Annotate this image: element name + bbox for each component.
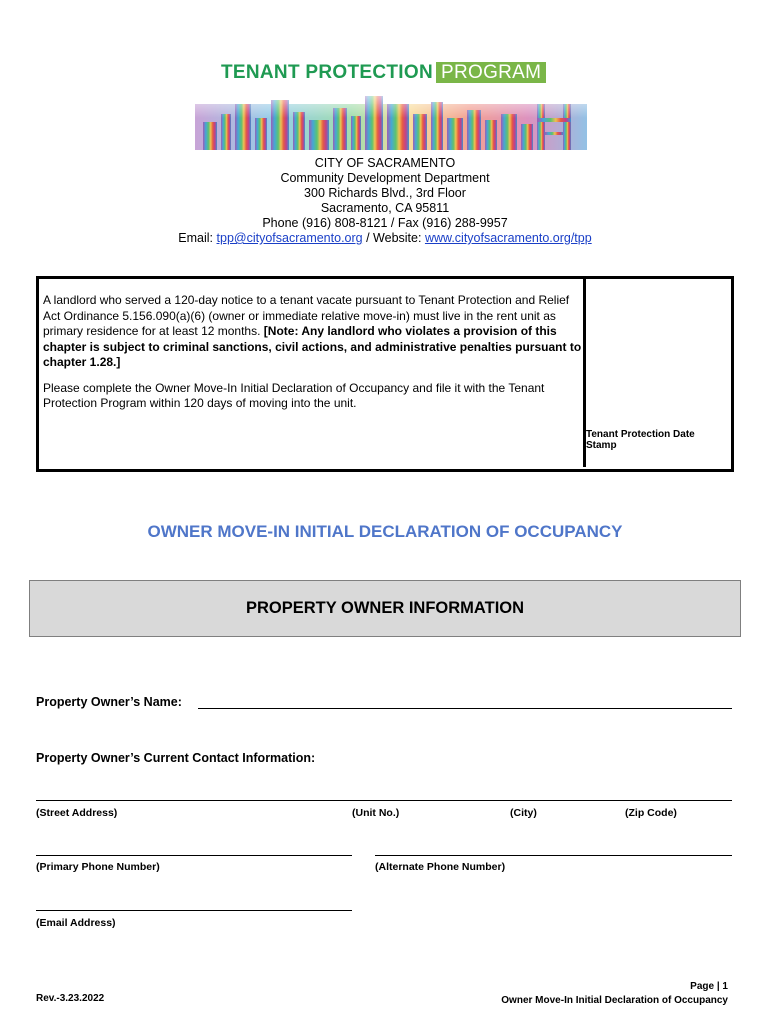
- primary-phone-field[interactable]: [36, 855, 352, 856]
- city-label: (City): [510, 807, 537, 819]
- street-address: 300 Richards Blvd., 3rd Floor: [304, 186, 466, 200]
- unit-number-label: (Unit No.): [352, 807, 400, 819]
- notice-box: [36, 276, 734, 472]
- website-link[interactable]: www.cityofsacramento.org/tpp: [424, 231, 592, 245]
- date-stamp-label: Tenant Protection Date Stamp: [586, 429, 695, 451]
- owner-name-field[interactable]: [198, 708, 732, 709]
- street-address-label: (Street Address): [36, 807, 118, 819]
- city-name: CITY OF SACRAMENTO: [314, 156, 456, 170]
- alternate-phone-label: (Alternate Phone Number): [375, 861, 506, 873]
- notice-intro: A landlord who served a 120-day notice to a tenant vacate pursuant to Tenant Protection and Relief Act Ordinance 5.156.090(a)(6) (owner or immediate relative move-in) must live in the rent unit as primary residence for at least 12 months.: [43, 293, 570, 338]
- department-name: Community Development Department: [280, 171, 490, 185]
- street-address-field[interactable]: [36, 800, 732, 801]
- revision-date: Rev.-3.23.2022: [36, 993, 105, 1004]
- page-number: Page | 1: [690, 981, 728, 992]
- section-header: [29, 580, 741, 637]
- notice-paragraph-1: [43, 293, 583, 371]
- primary-phone-label: (Primary Phone Number): [36, 861, 160, 873]
- notice-text: [43, 293, 583, 422]
- email-link[interactable]: tpp@cityofsacramento.org: [216, 231, 363, 245]
- section-title: PROPERTY OWNER INFORMATION: [245, 599, 525, 617]
- email-address-field[interactable]: [36, 910, 352, 911]
- footer-right: [501, 980, 728, 1008]
- email-label: Email:: [178, 231, 214, 245]
- form-title: OWNER MOVE-IN INITIAL DECLARATION OF OCCUPANCY: [147, 522, 623, 541]
- notice-instruction: Please complete the Owner Move-In Initial Declaration of Occupancy and file it with the Tenant Protection Program within 120 days of moving into the unit.: [43, 380, 545, 410]
- alternate-phone-field[interactable]: [375, 855, 732, 856]
- program-logo: [195, 60, 587, 150]
- logo-title-part2: PROGRAM: [436, 62, 546, 83]
- contact-info-label: Property Owner’s Current Contact Information:: [36, 751, 316, 765]
- contact-line: [0, 231, 770, 246]
- website-label: / Website:: [366, 231, 422, 245]
- city-state-zip: Sacramento, CA 95811: [320, 201, 450, 215]
- document-name: Owner Move-In Initial Declaration of Occupancy: [501, 995, 728, 1006]
- notice-bold-note: [Note: Any landlord who violates a provision of this chapter is subject to criminal sanctions, civil actions, and administrative penalties pursuant to chapter 1.28.]: [43, 324, 582, 369]
- zip-code-label: (Zip Code): [625, 807, 677, 819]
- logo-wordmark: [195, 60, 587, 86]
- email-address-label: (Email Address): [36, 917, 116, 929]
- owner-name-label: Property Owner’s Name:: [36, 695, 182, 709]
- phone-fax: Phone (916) 808-8121 / Fax (916) 288-9957: [262, 216, 508, 230]
- logo-title-part1: TENANT PROTECTION: [221, 62, 433, 83]
- date-stamp-area: [583, 279, 731, 467]
